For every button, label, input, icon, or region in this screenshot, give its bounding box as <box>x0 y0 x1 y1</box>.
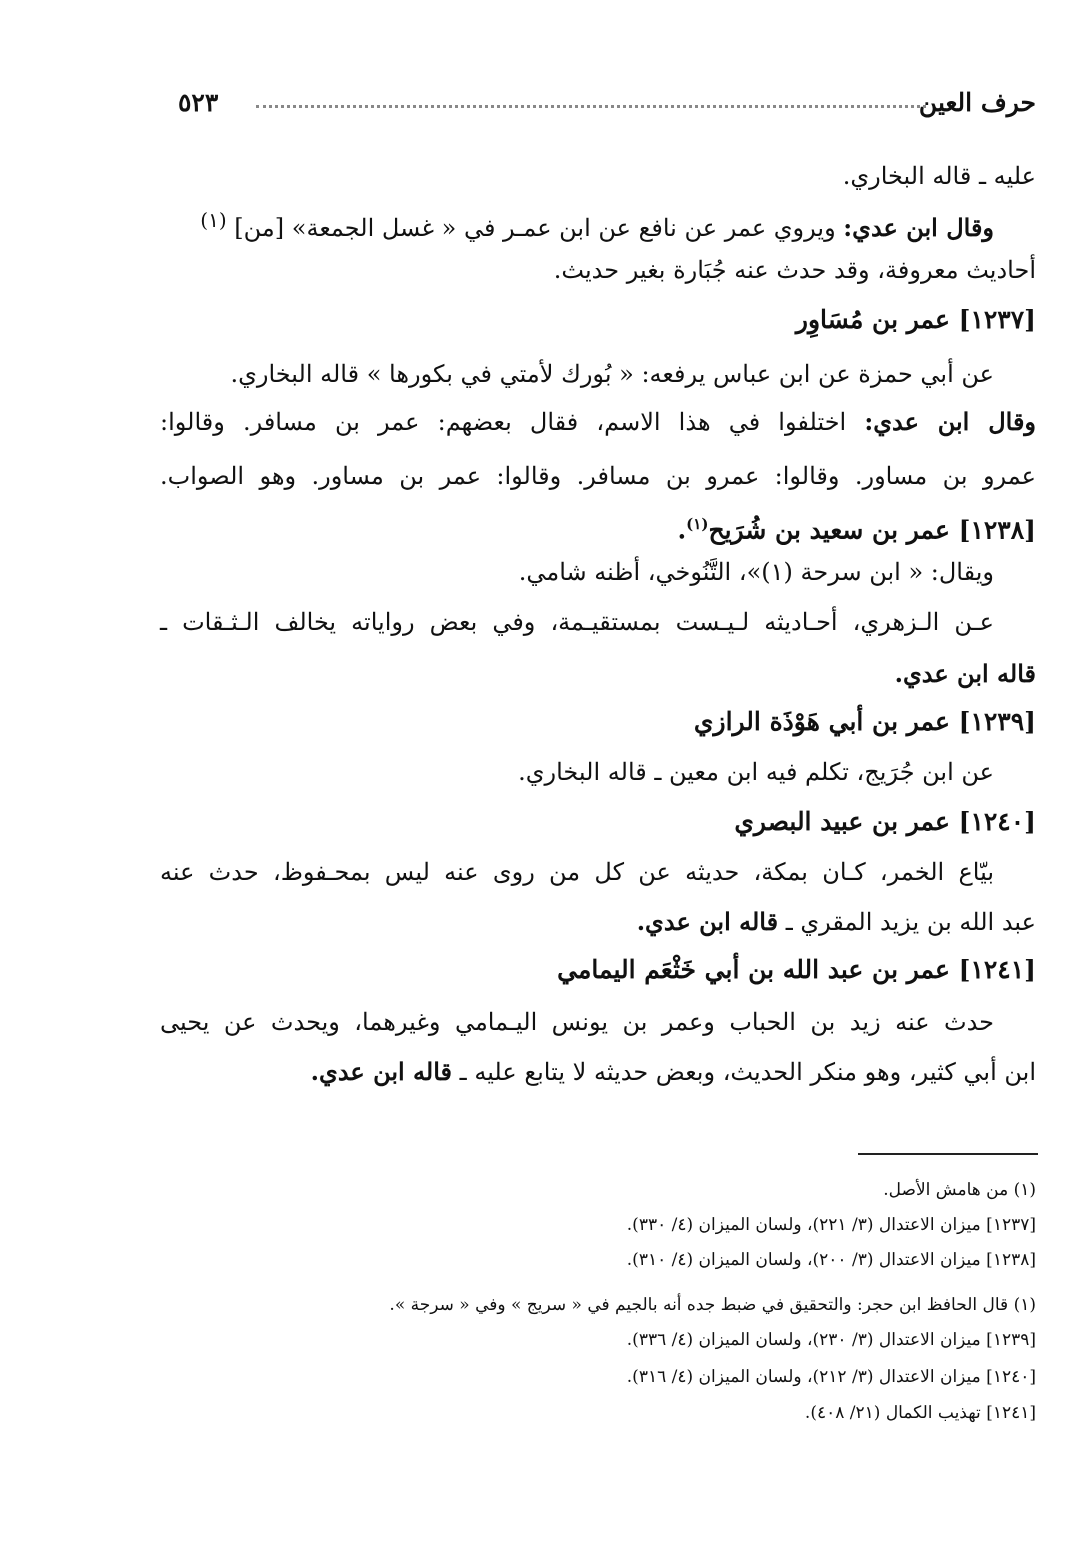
body-line: عليه ـ قاله البخاري. <box>842 162 1036 190</box>
body-line: عمرو بن مساور. وقالوا: عمرو بن مسافر. وقالوا: عمر بن مساور. وهو الصواب. <box>160 462 1036 490</box>
body-line <box>160 402 1036 442</box>
body-text: ابن أبي كثير، وهو منكر الحديث، وبعض حديثه لا يتابع عليه ـ <box>452 1058 1036 1086</box>
body-line <box>200 200 994 248</box>
entry-heading-text: [١٢٣٨] عمر بن سعيد بن شُرَيح <box>708 515 1036 545</box>
header-dotted-leader <box>256 105 926 108</box>
attribution-line: قاله ابن عدي. <box>894 659 1036 688</box>
footnote-line: [١٢٣٨] ميزان الاعتدال (٣/ ٢٠٠)، ولسان الميزان (٤/ ٣١٠). <box>626 1250 1036 1270</box>
body-text: ويروي عمر عن نافع عن ابن عمـر في « غسل الجمعة» [من] <box>226 214 844 242</box>
body-line <box>637 902 1036 942</box>
footnote-line: [١٢٤١] تهذيب الكمال (٢١/ ٤٠٨). <box>804 1403 1036 1423</box>
footnote-line: [١٢٣٩] ميزان الاعتدال (٣/ ٢٣٠)، ولسان الميزان (٤/ ٣٣٦). <box>626 1330 1036 1350</box>
body-line: عن أبي حمزة عن ابن عباس يرفعه: « بُورك لأمتي في بكورها » قاله البخاري. <box>230 360 994 388</box>
heading-period: . <box>677 515 687 545</box>
footnote-line: (١) قال الحافظ ابن حجر: والتحقيق في ضبط جده أنه بالجيم في « سريج » وفي « سرجة ». <box>389 1295 1036 1315</box>
footnote-line: (١) من هامش الأصل. <box>883 1180 1036 1200</box>
body-line: ويقال: « ابن سرحة (١)»، التَّنُوخي، أظنه شامي. <box>518 558 994 586</box>
attribution-label: وقال ابن عدي: <box>864 407 1036 436</box>
footnote-ref: (١) <box>686 515 709 533</box>
footnote-ref: (١) <box>200 208 227 232</box>
page-number: ٥٢٣ <box>178 88 219 117</box>
body-line: عـن الـزهري، أحـاديثه لـيـست بمستقيـمة، وفي بعض رواياته يخالف الـثـقات ـ <box>160 608 994 636</box>
body-line: عن ابن جُرَيج، تكلم فيه ابن معين ـ قاله البخاري. <box>518 758 994 786</box>
body-text: اختلفوا في هذا الاسم، فقال بعضهم: عمر بن مسافر. وقالوا: <box>160 408 865 436</box>
entry-heading: [١٢٤١] عمر بن عبد الله بن أبي خَثْعَم اليمامي <box>557 955 1036 984</box>
entry-heading: [١٢٣٩] عمر بن أبي هَوْذَة الرازي <box>693 707 1036 736</box>
body-line: حدث عنه زيد بن الحباب وعمر بن يونس اليـمامي وغيرهما، ويحدث عن يحيى <box>160 1008 994 1036</box>
body-line: بيّاع الخمر، كـان بمكة، حديثه عن كل من روى عنه ليس بمحـفوظ، حدث عنه <box>160 858 994 886</box>
running-header <box>178 88 1036 128</box>
chapter-title: حرف العين <box>918 88 1036 117</box>
entry-heading <box>677 504 1036 550</box>
footnote-line: [١٢٣٧] ميزان الاعتدال (٣/ ٢٢١)، ولسان الميزان (٤/ ٣٣٠). <box>626 1215 1036 1235</box>
footnote-line: [١٢٤٠] ميزان الاعتدال (٣/ ٢١٢)، ولسان الميزان (٤/ ٣١٦). <box>626 1367 1036 1387</box>
attribution-label: وقال ابن عدي: <box>843 213 994 242</box>
attribution-label: قاله ابن عدي. <box>636 907 779 936</box>
footnote-separator <box>858 1153 1038 1155</box>
entry-heading: [١٢٤٠] عمر بن عبيد البصري <box>734 807 1036 836</box>
body-line: أحاديث معروفة، وقد حدث عنه جُبَارة بغير حديث. <box>553 256 1036 284</box>
body-line <box>311 1052 1036 1092</box>
entry-heading: [١٢٣٧] عمر بن مُسَاوِر <box>795 305 1036 334</box>
body-text: عبد الله بن يزيد المقري ـ <box>778 908 1036 936</box>
attribution-label: قاله ابن عدي. <box>310 1057 453 1086</box>
